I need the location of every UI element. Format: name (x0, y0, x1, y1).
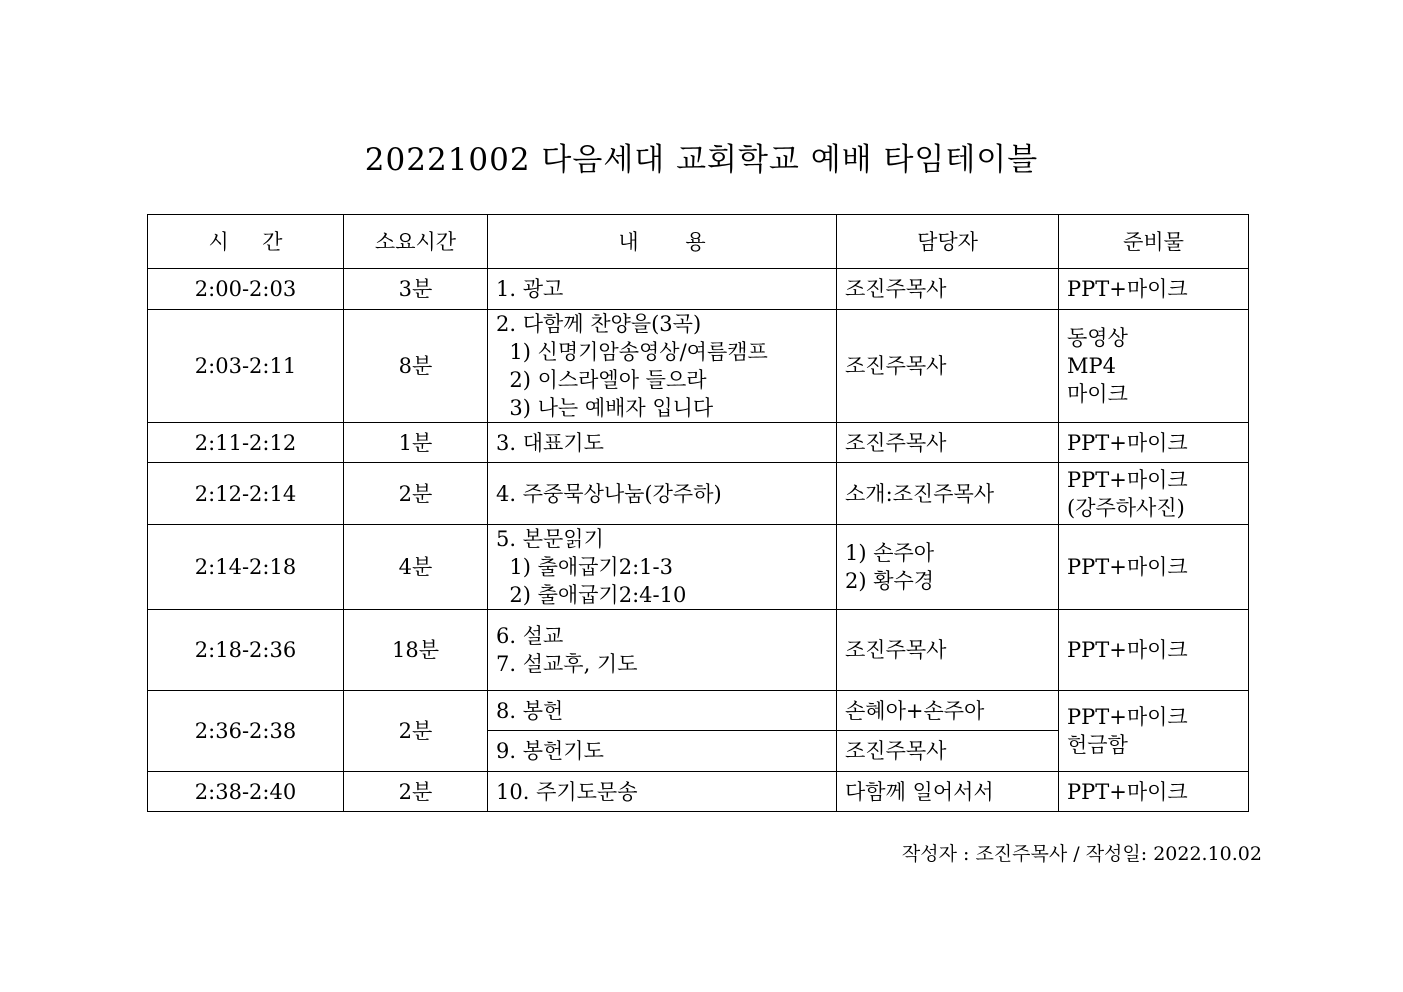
materials-cell: PPT+마이크 헌금함 (1059, 691, 1249, 772)
person-cell: 조진주목사 (837, 731, 1059, 772)
person-cell: 손혜아+손주아 (837, 691, 1059, 731)
duration-cell: 4분 (344, 525, 488, 610)
materials-cell: 동영상 MP4 마이크 (1059, 310, 1249, 423)
content-cell: 10. 주기도문송 (488, 772, 837, 812)
person-cell: 조진주목사 (837, 423, 1059, 463)
header-materials: 준비물 (1059, 215, 1249, 269)
header-content: 내 용 (488, 215, 837, 269)
materials-cell: PPT+마이크 (1059, 525, 1249, 610)
time-cell: 2:36-2:38 (148, 691, 344, 772)
table-row (148, 463, 1249, 525)
duration-cell: 1분 (344, 423, 488, 463)
duration-cell: 3분 (344, 269, 488, 310)
person-cell: 조진주목사 (837, 610, 1059, 691)
content-cell: 3. 대표기도 (488, 423, 837, 463)
materials-cell: PPT+마이크 (강주하사진) (1059, 463, 1249, 525)
content-cell: 1. 광고 (488, 269, 837, 310)
time-cell: 2:38-2:40 (148, 772, 344, 812)
materials-cell: PPT+마이크 (1059, 772, 1249, 812)
materials-cell: PPT+마이크 (1059, 269, 1249, 310)
schedule-table (147, 214, 1249, 812)
time-cell: 2:03-2:11 (148, 310, 344, 423)
duration-cell: 2분 (344, 691, 488, 772)
time-cell: 2:00-2:03 (148, 269, 344, 310)
materials-cell: PPT+마이크 (1059, 423, 1249, 463)
table-row (148, 691, 1249, 731)
header-person: 담당자 (837, 215, 1059, 269)
duration-cell: 2분 (344, 463, 488, 525)
person-cell: 1) 손주아 2) 황수경 (837, 525, 1059, 610)
table-row (148, 423, 1249, 463)
document-title: 20221002 다음세대 교회학교 예배 타임테이블 (364, 142, 1039, 178)
table-row (148, 525, 1249, 610)
time-cell: 2:14-2:18 (148, 525, 344, 610)
time-cell: 2:12-2:14 (148, 463, 344, 525)
table-row (148, 269, 1249, 310)
content-cell: 9. 봉헌기도 (488, 731, 837, 772)
content-cell: 2. 다함께 찬양을(3곡) 1) 신명기암송영상/여름캠프 2) 이스라엘아 들으라 3) 나는 예배자 입니다 (488, 310, 837, 423)
table-row (148, 772, 1249, 812)
time-cell: 2:18-2:36 (148, 610, 344, 691)
header-duration: 소요시간 (344, 215, 488, 269)
duration-cell: 18분 (344, 610, 488, 691)
content-cell: 6. 설교 7. 설교후, 기도 (488, 610, 837, 691)
content-cell: 4. 주중묵상나눔(강주하) (488, 463, 837, 525)
time-cell: 2:11-2:12 (148, 423, 344, 463)
table-header-row (148, 215, 1249, 269)
materials-cell: PPT+마이크 (1059, 610, 1249, 691)
person-cell: 조진주목사 (837, 310, 1059, 423)
person-cell: 소개:조진주목사 (837, 463, 1059, 525)
table-row (148, 310, 1249, 423)
duration-cell: 8분 (344, 310, 488, 423)
table-row (148, 610, 1249, 691)
duration-cell: 2분 (344, 772, 488, 812)
header-time: 시 간 (148, 215, 344, 269)
person-cell: 다함께 일어서서 (837, 772, 1059, 812)
person-cell: 조진주목사 (837, 269, 1059, 310)
content-cell: 5. 본문읽기 1) 출애굽기2:1-3 2) 출애굽기2:4-10 (488, 525, 837, 610)
content-cell: 8. 봉헌 (488, 691, 837, 731)
author-footer: 작성자 : 조진주목사 / 작성일: 2022.10.02 (901, 843, 1262, 865)
